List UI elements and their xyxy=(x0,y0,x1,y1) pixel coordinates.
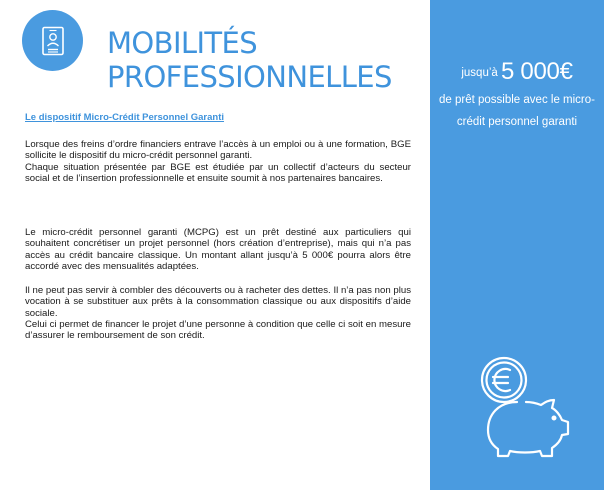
promo-block xyxy=(430,59,604,133)
id-card-icon xyxy=(40,26,66,56)
paragraph-1 xyxy=(25,139,411,184)
title-line-1: MOBILITÉS xyxy=(107,26,258,60)
paragraph-3-part-a: Il ne peut pas servir à combler des découverts ou à racheter des dettes. Il n’a pas non plus vocation à se substituer aux prêts à la consommation classique ou aux dispositifs d’aide sociale. xyxy=(25,285,411,319)
paragraph-3 xyxy=(25,285,411,341)
section-heading: Le dispositif Micro-Crédit Personnel Garanti xyxy=(25,112,225,123)
title-line-2: PROFESSIONNELLES xyxy=(107,60,392,94)
paragraph-1-part-b: Chaque situation présentée par BGE est étudiée par un collectif d’acteurs du secteur social et de l’insertion professionnelle et ensuite soumit à nos partenaires bancaires. xyxy=(25,161,411,184)
paragraph-3-part-b: Celui ci permet de financer le projet d’une personne à condition que celle ci soit en mesure d’assurer le remboursement de son crédit. xyxy=(25,318,411,342)
promo-sidebar xyxy=(430,0,604,490)
promo-amount: 5 000€ xyxy=(501,58,573,85)
id-card-badge xyxy=(22,10,83,71)
paragraph-2-text: Le micro-crédit personnel garanti (MCPG) est un prêt destiné aux particuliers qui souhaitent concrétiser un projet personnel (hors création d’entreprise), mais qui n’a pas accès au crédit bancaire classique. Un montant allant jusqu’à 5 000€ pourra alors être accordé avec des mensualités adaptées. xyxy=(25,227,411,272)
promo-description: de prêt possible avec le micro-crédit personnel garanti xyxy=(439,94,595,128)
page-title xyxy=(107,26,392,94)
paragraph-1-part-a: Lorsque des freins d’ordre financiers entrave l’accès à un emploi ou à une formation, BGE sollicite le dispositif du micro-crédit personnel garanti. xyxy=(25,139,411,162)
promo-amount-line xyxy=(430,59,604,89)
piggy-bank-euro-icon xyxy=(464,350,586,460)
promo-lead: jusqu’à xyxy=(461,67,498,79)
paragraph-2 xyxy=(25,227,411,272)
